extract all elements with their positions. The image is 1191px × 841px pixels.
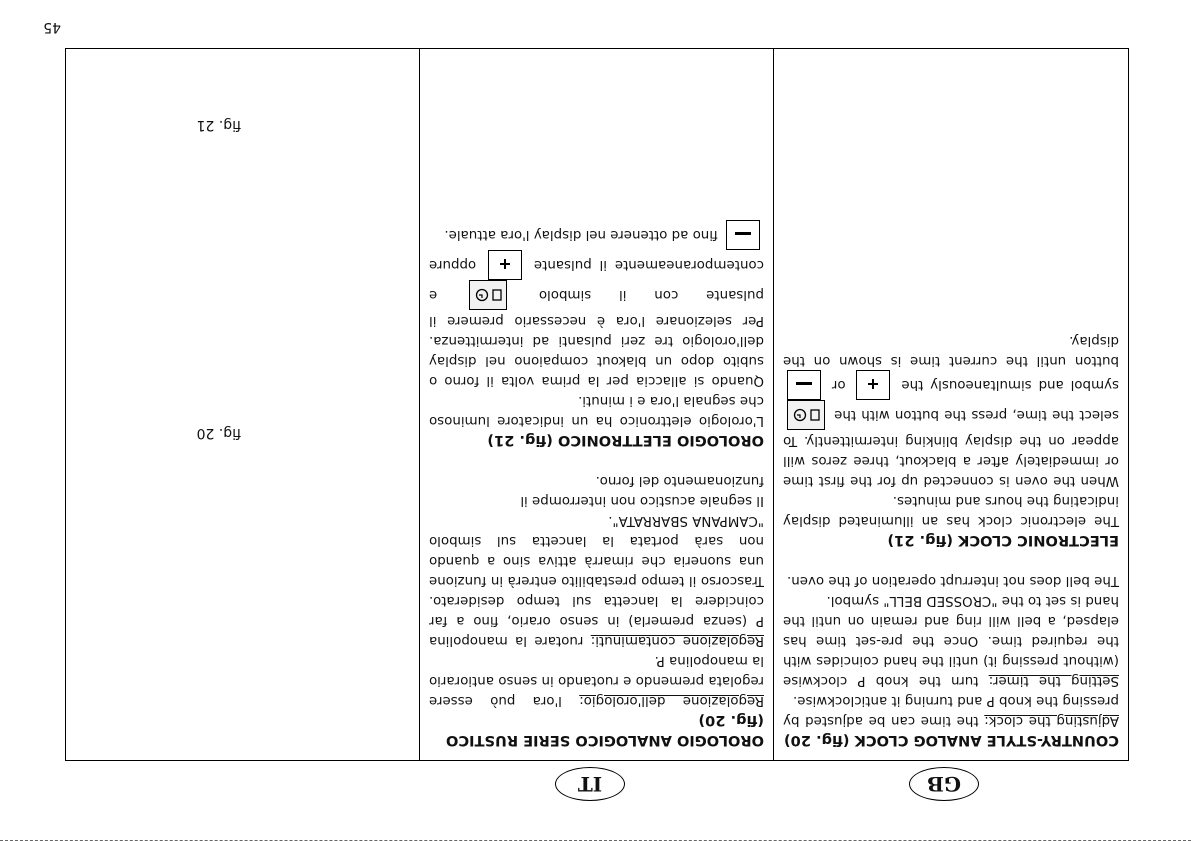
paragraph-elettronico-impostazione	[429, 220, 764, 390]
figure-label-20: fig. 20	[196, 425, 241, 441]
plus-key-icon	[857, 370, 891, 400]
figures-column	[66, 49, 420, 760]
heading-country-style-clock: COUNTRY-STYLE ANALOG CLOCK (fig. 20)	[783, 732, 1119, 749]
heading-electronic-clock: ELECTRONIC CLOCK (fig. 21)	[887, 532, 1119, 549]
plus-key-icon	[488, 250, 522, 280]
text-regolazione-orologio: l'ora può essere regolata premendo e ruotando in senso antiorario la manopolina P.	[429, 653, 764, 708]
text-electronic-setting-a: When the oven is connected up for the first time or immediately after a blackout, three zeros will appear on the display blinking intermittently. To select the time, press the button with the	[783, 407, 1119, 488]
label-adjusting-clock: Adjusting the clock:	[984, 713, 1119, 728]
text-electronic-setting-d: button until the current time is shown on the display.	[783, 333, 1119, 368]
heading-orologio-serie-rustico: OROLOGIO ANALOGICO SERIE RUSTICO (fig. 20)	[445, 712, 764, 749]
paragraph-elettronico-intro: L'orologio elettronico ha un indicatore luminoso che segnala l'ora e i minuti.	[429, 393, 764, 428]
paragraph-adjusting-clock	[783, 690, 1119, 730]
text-electronic-setting-c: or	[831, 377, 846, 392]
text-elettronico-a: Quando si allaccia per la prima volta il forno o subito dopo un blakout compaiono nel display dell'orologio tre zeri pulsanti ad intermittenza. Per selezionare l'ora è necessario premere il pulsante con il simbolo	[429, 287, 764, 388]
text-electronic-setting-b: symbol and simultaneously the	[901, 377, 1119, 392]
paragraph-segnale-acustico: Il segnale acustico non interrompe il funzionamento del forno.	[520, 473, 764, 508]
label-setting-timer: Setting the timer:	[988, 673, 1119, 688]
paragraph-setting-timer	[783, 590, 1119, 690]
content-frame	[65, 48, 1129, 761]
text-elettronico-d: fino ad ottenere nel display l'ora attuale.	[444, 227, 718, 242]
minus-key-icon	[787, 370, 821, 400]
paragraph-regolazione-contaminuti	[429, 510, 764, 650]
clock-key-icon	[787, 400, 825, 430]
paragraph-electronic-setting	[783, 330, 1119, 490]
paragraph-bell-note: The bell does not interrupt operation of the oven.	[787, 573, 1119, 588]
text-elettronico-b: e contemporaneamente il pulsante	[429, 257, 764, 302]
label-regolazione-orologio: Regolazione dell'orologio:	[579, 693, 764, 708]
text-regolazione-contaminuti: ruotare la manopolina P (senza premerla) in senso orario, fino a far coincidere la lancetta sul tempo desiderato. Trascorso il tempo prestabilito entrerà in funzione una suoneria che rimarrà attiva sino a quando non sarà portata la lancetta sul simbolo "CAMPANA SBARRATA".	[429, 513, 764, 648]
language-badge-gb: GB	[909, 767, 979, 801]
label-regolazione-contaminuti: Regolazione contaminuti:	[590, 633, 764, 648]
paragraph-electronic-intro: The electronic clock has an illuminated display indicating the hours and minutes.	[783, 493, 1119, 528]
italian-column	[420, 49, 774, 760]
figure-label-21: fig. 21	[196, 117, 241, 133]
page-number: 45	[43, 19, 61, 35]
minus-key-icon	[726, 220, 760, 250]
paragraph-regolazione-orologio	[429, 650, 764, 710]
text-elettronico-c: oppure	[429, 257, 477, 272]
language-badge-it: IT	[555, 767, 625, 801]
english-column	[774, 49, 1128, 760]
heading-orologio-elettronico: OROLOGIO ELETTRONICO (fig. 21)	[487, 432, 764, 449]
text-setting-timer: turn the knob P clockwise (without pressing it) until the hand coincides with the required time. Once the pre-set time has elapsed, a bell will ring and remain on until the hand is set to the "CROSSED BELL" symbol.	[783, 593, 1119, 688]
text-adjusting-clock: the time can be adjusted by pressing the knob P and turning it anticlockwise.	[783, 693, 1119, 728]
clock-key-icon	[469, 280, 507, 310]
